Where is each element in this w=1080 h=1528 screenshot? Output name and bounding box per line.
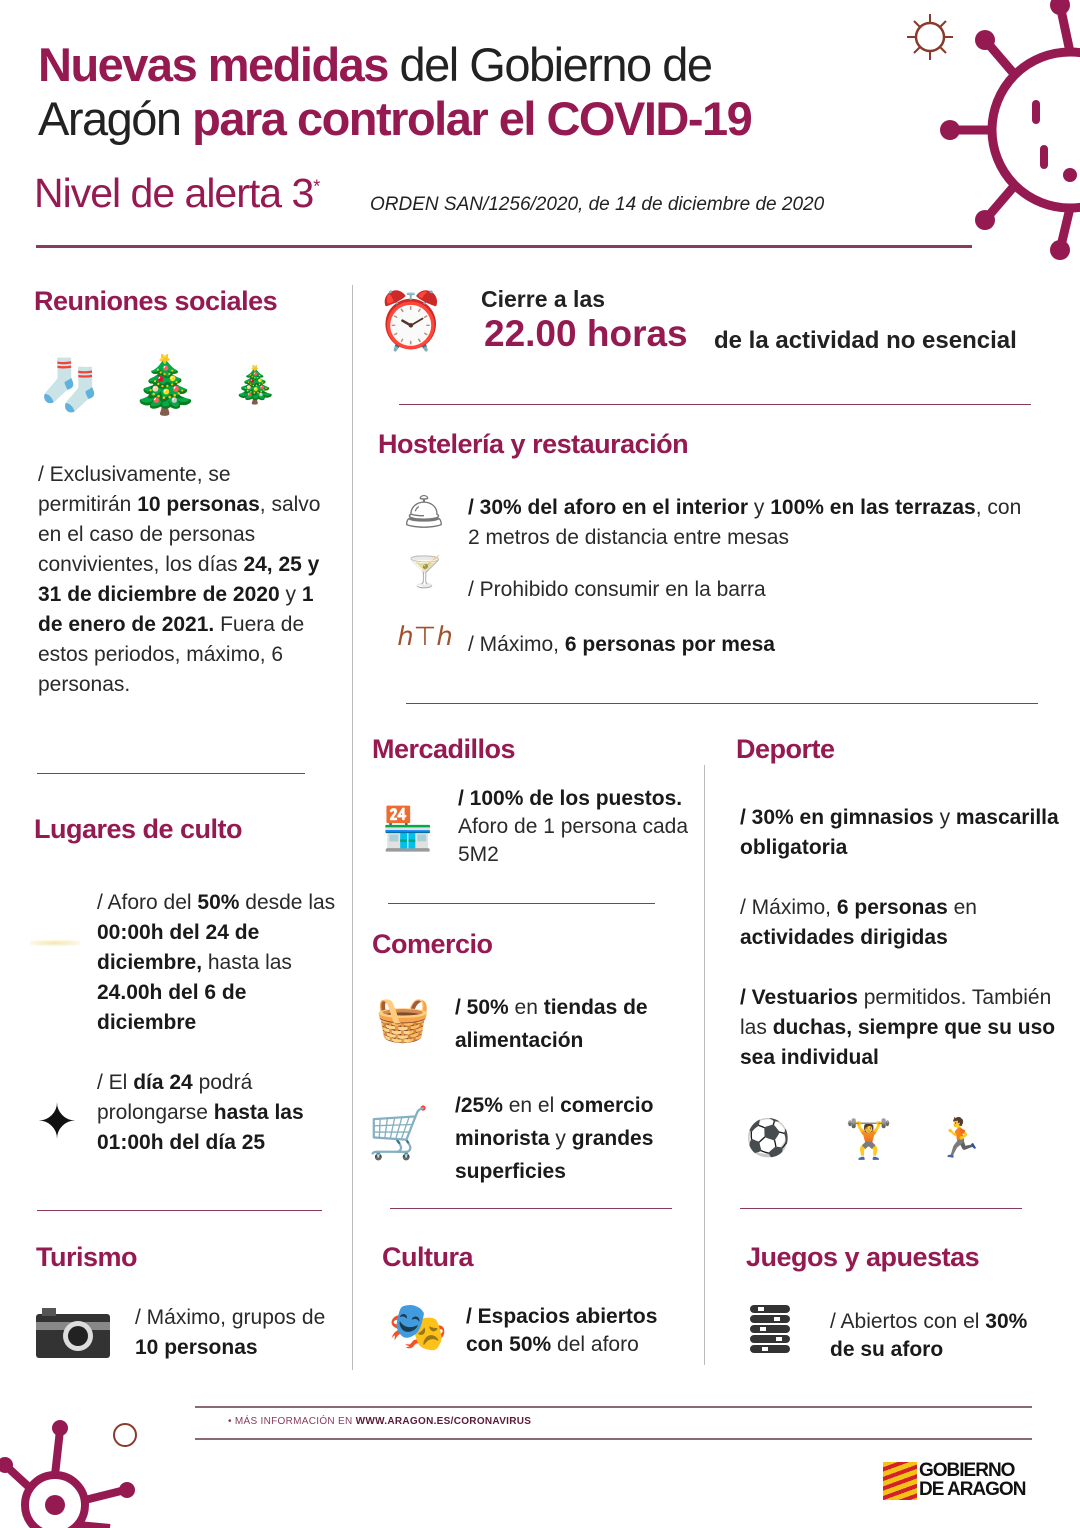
divider: [399, 404, 1031, 405]
text-segment-bold: / 30% en gimnasios: [740, 806, 934, 829]
text-segment-bold: 24, 25 y 31 de diciembre de 2020: [38, 553, 320, 606]
text-segment: desde las: [239, 891, 336, 914]
text-segment: Fuera de estos periodos, máximo, 6 personas.: [38, 613, 305, 696]
weightlifter-icon: 🏋: [845, 1119, 893, 1161]
section-title-juegos: Juegos y apuestas: [746, 1242, 980, 1272]
text-segment: en: [947, 896, 977, 919]
text-segment-bold: / 50%: [455, 996, 509, 1019]
text-segment: hasta las: [202, 951, 292, 974]
text-segment-bold: 00:00h del 24 de diciembre,: [97, 921, 260, 974]
text-segment: podrá prolongarse: [97, 1071, 253, 1124]
text-segment: del aforo: [551, 1333, 639, 1356]
text-segment-bold: para controlar el COVID-19: [192, 92, 752, 145]
market-stall-icon: 🏪: [381, 804, 435, 852]
comercio-item-2: [455, 1089, 700, 1188]
star-icon: ✦: [36, 1096, 78, 1149]
more-info-label: MÁS INFORMACIÓN EN: [234, 1416, 356, 1427]
text-segment-bold: día 24: [133, 1071, 193, 1094]
runner-icon: 🏃: [936, 1118, 984, 1160]
text-segment-bold: 10 personas: [135, 1336, 258, 1359]
camera-icon: [36, 1308, 110, 1358]
divider: [37, 1210, 322, 1211]
alert-level: [34, 170, 319, 217]
deporte-item-3: [740, 983, 1060, 1073]
culto-text-1: [97, 888, 347, 1038]
alert-asterisk: *: [313, 176, 320, 197]
text-segment-bold: 24.00h del 6 de diciembre: [97, 981, 247, 1034]
text-segment: / Prohibido consumir en la barra: [468, 578, 766, 601]
basket-icon: 🧺: [375, 995, 431, 1044]
christmas-tree-icon: 🎄: [130, 353, 200, 416]
text-segment-bold: 100% en las terrazas: [770, 496, 976, 519]
logo-line2: DE ARAGON: [919, 1479, 1026, 1500]
cultura-text: [466, 1303, 691, 1359]
more-info: • MÁS INFORMACIÓN EN WWW.ARAGON.ES/CORONAVIRUS: [228, 1416, 532, 1427]
more-info-link[interactable]: WWW.ARAGON.ES/CORONAVIRUS: [355, 1416, 532, 1427]
text-segment: y: [933, 806, 956, 829]
text-segment: Aforo de 1 persona cada 5M2: [458, 815, 688, 866]
juegos-text: [830, 1308, 1050, 1364]
ornaments-icon: 🎄: [232, 364, 278, 405]
cocktail-icon: 🍸: [406, 555, 444, 589]
text-segment-bold: / Espacios abiertos con 50%: [466, 1305, 658, 1356]
text-segment-bold: duchas, siempre que su uso sea individual: [740, 1016, 1056, 1069]
text-segment: / Máximo, grupos de: [135, 1306, 326, 1329]
text-segment-bold: actividades dirigidas: [740, 926, 948, 949]
aragon-flag-icon: [883, 1462, 917, 1500]
deporte-item-1: [740, 803, 1060, 863]
section-title-hosteleria: Hostelería y restauración: [378, 429, 689, 459]
divider: [740, 1208, 1022, 1209]
text-segment: y: [748, 496, 771, 519]
text-segment: en: [508, 996, 544, 1019]
section-title-mercadillos: Mercadillos: [372, 734, 516, 764]
divider: [406, 703, 1038, 704]
text-segment-bold: 6 personas: [836, 896, 948, 919]
text-segment: , salvo en el caso de personas convivientes, los días: [38, 493, 321, 576]
divider: [390, 1208, 672, 1209]
culto-text-2: [97, 1068, 347, 1158]
divider: [388, 903, 655, 904]
deporte-item-2: [740, 893, 1060, 953]
text-segment-bold: mascarilla obligatoria: [740, 806, 1059, 859]
table-icon: ℎ⊤ℎ: [397, 620, 453, 651]
text-segment: del Gobierno de: [387, 38, 712, 91]
text-segment: / Exclusivamente, se permitirán: [38, 463, 231, 516]
virus-icon: [940, 0, 1080, 260]
text-segment: y: [549, 1127, 572, 1150]
section-title-turismo: Turismo: [36, 1242, 138, 1272]
hosteleria-item-2: [468, 575, 1038, 605]
text-segment: y: [279, 583, 302, 606]
text-segment: , con 2 metros de distancia entre mesas: [468, 496, 1022, 549]
cloche-icon: 🛎: [402, 493, 446, 531]
footer-divider-top: [195, 1406, 1032, 1408]
text-segment: / El: [97, 1071, 134, 1094]
divider: [37, 773, 305, 774]
closing-suffix: de la actividad no esencial: [714, 327, 1017, 354]
text-segment-bold: hasta las 01:00h del día 25: [97, 1101, 304, 1154]
mercadillos-text: [458, 785, 688, 869]
text-segment: / Máximo,: [468, 633, 565, 656]
shopping-cart-icon: 🛒: [367, 1104, 431, 1161]
text-segment-bold: 10 personas: [137, 493, 260, 516]
closing-prefix: Cierre a las: [481, 286, 606, 312]
text-segment: Aragón: [38, 92, 193, 145]
logo-line1: GOBIERNO: [919, 1460, 1015, 1481]
comercio-item-1: [455, 991, 695, 1057]
gobierno-aragon-logo: [919, 1461, 1025, 1499]
text-segment: / Abiertos con el: [830, 1310, 986, 1333]
hosteleria-item-3: [468, 630, 1038, 660]
hosteleria-item-1: [468, 493, 1038, 553]
alarm-clock-icon: ⏰: [376, 289, 446, 352]
casino-chips-icon: [748, 1303, 792, 1357]
text-segment-bold: tiendas de alimentación: [455, 996, 648, 1052]
reuniones-text: [38, 460, 328, 700]
stocking-icon: 🧦: [38, 356, 102, 413]
text-segment-bold: / 100% de los puestos.: [458, 787, 683, 810]
text-segment-bold: 1 de enero de 2021.: [38, 583, 314, 636]
turismo-text: [135, 1303, 345, 1363]
sparkle-icon: [30, 940, 80, 946]
section-title-comercio: Comercio: [372, 929, 493, 959]
section-title-culto: Lugares de culto: [34, 814, 243, 844]
text-segment: / Máximo,: [740, 896, 837, 919]
text-segment-bold: Nuevas medidas: [38, 38, 388, 91]
alert-level-text: Nivel de alerta 3: [34, 170, 314, 216]
virus-icon: [0, 1410, 150, 1528]
header-divider: [36, 245, 972, 248]
text-segment-bold: comercio minorista: [455, 1094, 654, 1150]
text-segment: permitidos. También las: [740, 986, 1052, 1039]
text-segment-bold: 6 personas por mesa: [564, 633, 775, 656]
small-virus-icon: [905, 12, 955, 62]
page-title-line2: [38, 92, 751, 146]
text-segment: / Aforo del: [97, 891, 198, 914]
text-segment-bold: 50%: [197, 891, 240, 914]
footer-divider-bottom: [195, 1438, 1032, 1440]
soccer-ball-icon: ⚽: [745, 1117, 791, 1158]
order-reference: ORDEN SAN/1256/2020, de 14 de diciembre de 2020: [370, 194, 825, 215]
theater-masks-icon: 🎭: [388, 1300, 448, 1354]
section-title-reuniones: Reuniones sociales: [34, 286, 278, 316]
text-segment-bold: / Vestuarios: [740, 986, 858, 1009]
closing-time: 22.00 horas: [484, 313, 688, 354]
column-divider: [704, 765, 705, 1365]
page-title-line1: [38, 38, 711, 92]
text-segment-bold: /25%: [455, 1094, 503, 1117]
section-title-cultura: Cultura: [382, 1242, 473, 1272]
text-segment-bold: 30% de su aforo: [830, 1310, 1028, 1361]
text-segment-bold: / 30% del aforo en el interior: [468, 496, 749, 519]
column-divider: [352, 285, 353, 1370]
text-segment: en el: [502, 1094, 561, 1117]
text-segment-bold: grandes superficies: [455, 1127, 654, 1183]
section-title-deporte: Deporte: [736, 734, 835, 764]
